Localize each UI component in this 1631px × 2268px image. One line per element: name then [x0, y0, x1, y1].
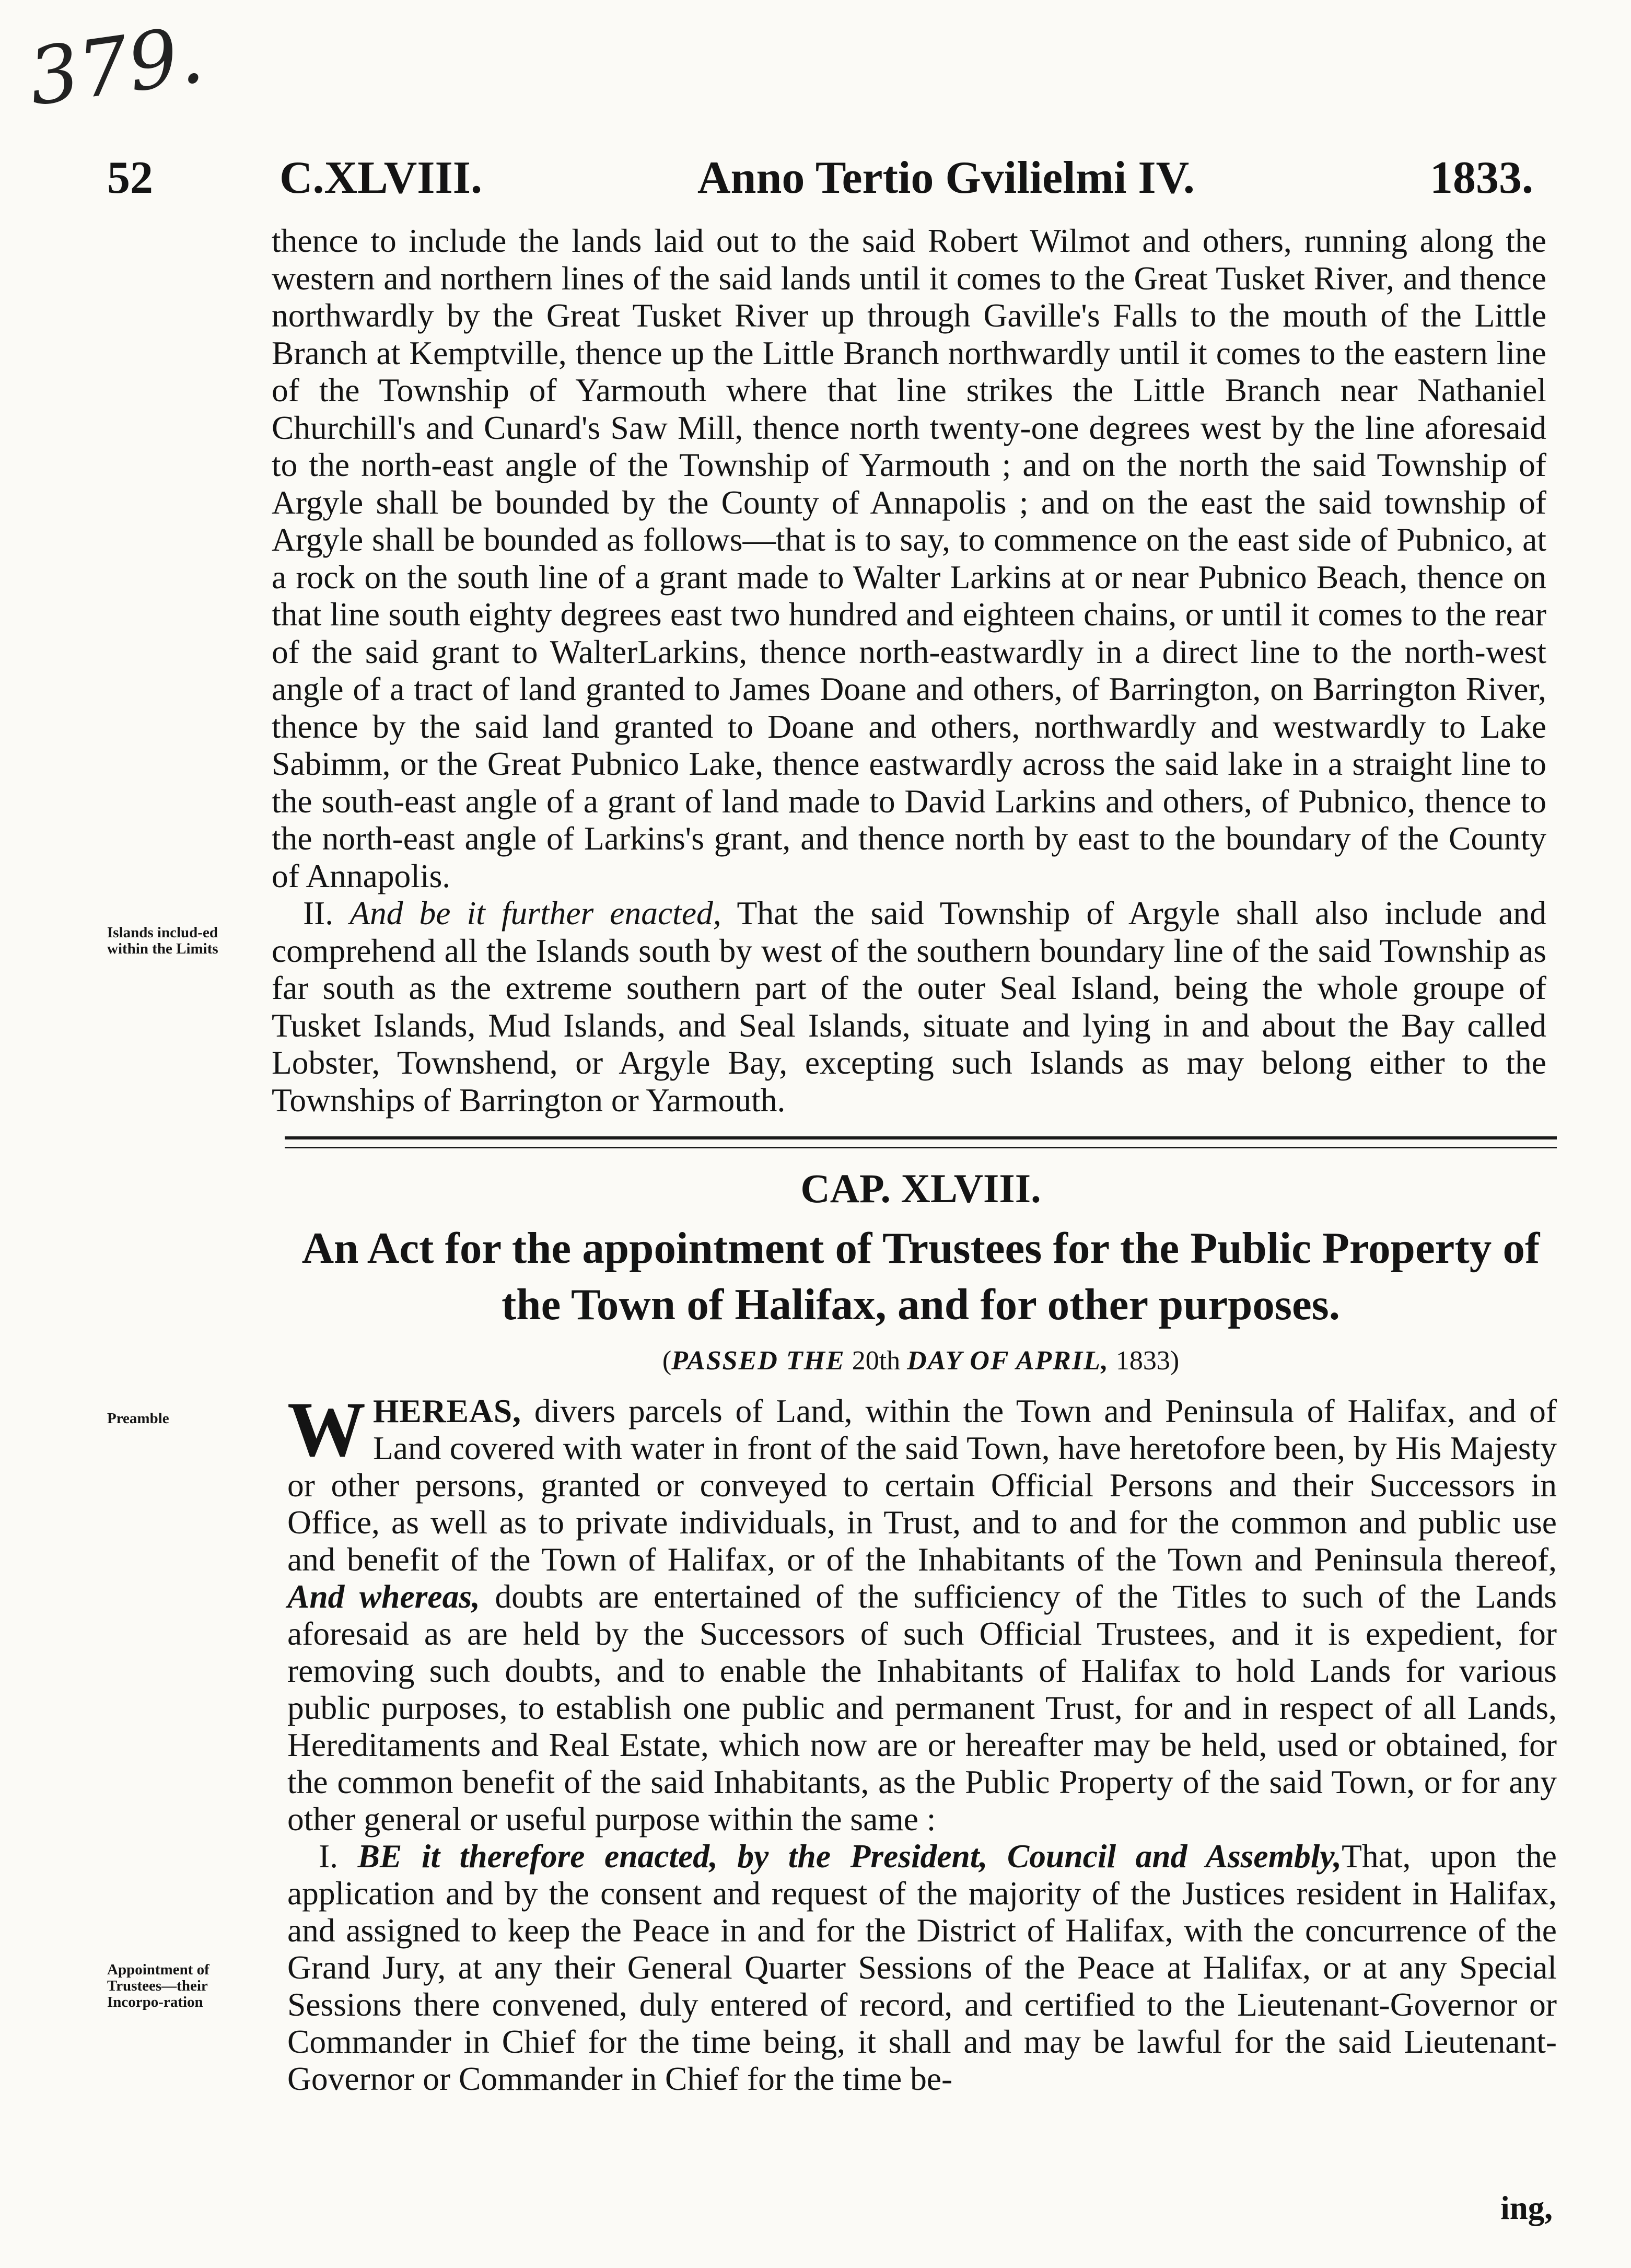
section-divider-rule: [285, 1136, 1557, 1148]
section-one-text: That, upon the application and by the consent and request of the majority of the Justices resident in Halifax, and assigned to keep the Peace in and for the District of Halifax, with the concurrence of the Grand Jury, at any their General Quarter Sessions of the Peace at Halifax, or at any Special Sessions there convened, duly entered of record, and certified to the Lieutenant-Governor or Commander in Chief for the time being, it shall and may be lawful for the said Lieutenant-Governor or Commander in Chief for the time be-: [287, 1837, 1557, 2097]
section-two-paragraph: [272, 894, 1546, 1119]
section-two-enacting-words: And be it further enacted,: [349, 894, 721, 932]
preamble-text-continued: doubts are entertained of the sufficiency of the Titles to such of the Lands aforesaid as are held by the Successors of such Official Trustees, and it is expedient, for removing such doubts, and to enable the Inhabitants of Halifax to hold Lands for various public purposes, to establish one public and permanent Trust, for and in respect of all Lands, Hereditaments and Real Estate, which now are or hereafter may be held, used or obtained, for the common benefit of the said Inhabitants, as the Public Property of the said Town, or for any other general or useful purpose within the same :: [287, 1578, 1557, 1837]
chapter-heading: CAP. XLVIII.: [800, 1166, 1041, 1211]
margin-note-islands: Islands includ-ed within the Limits: [107, 924, 218, 957]
running-title: Anno Tertio Gvilielmi IV.: [697, 153, 1195, 203]
section-one-enacting-clause: BE it therefore enacted, by the President, Council and Assembly,: [357, 1837, 1342, 1875]
header-year: 1833.: [1430, 153, 1533, 203]
passed-year: 1833): [1115, 1346, 1180, 1376]
section-two-text: That the said Township of Argyle shall also include and comprehend all the Islands south by west of the southern boundary line of the said Township as far south as the extreme southern part of the outer Seal Island, being the whole groupe of Tusket Islands, Mud Islands, and Seal Islands, situate and lying in and about the Bay called Lobster, Townshend, or Argyle Bay, excepting such Islands as may belong either to the Townships of Barrington or Yarmouth.: [272, 894, 1546, 1119]
passed-day: 20th: [852, 1346, 901, 1376]
passed-month: DAY OF APRIL,: [907, 1346, 1109, 1376]
previous-chapter-text: [272, 222, 1546, 1119]
running-header: [107, 152, 1533, 214]
section-two-number: II.: [303, 894, 334, 932]
chapter-number: C.XLVIII.: [279, 153, 483, 203]
preamble-whereas: And whereas,: [287, 1578, 480, 1615]
passed-date-line: [285, 1345, 1557, 1376]
boundary-paragraph: thence to include the lands laid out to the said Robert Wilmot and others, running along the western and northern lines of the said lands until it comes to the Great Tusket River, and thence northwardly by the Great Tusket River up through Gaville's Falls to the mouth of the Little Branch at Kemptville, thence up the Little Branch northwardly until it comes to the eastern line of the Township of Yarmouth where that line strikes the Little Branch near Nathaniel Churchill's and Cunard's Saw Mill, thence north twenty-one degrees west by the line aforesaid to the north-east angle of the Township of Yarmouth ; and on the north the said Township of Argyle shall be bounded by the County of Annapolis ; and on the east the said township of Argyle shall be bounded as follows—that is to say, to commence on the east side of Pubnico, at a rock on the south line of a grant made to Walter Larkins at or near Pubnico Beach, thence on that line south eighty degrees east two hundred and eighteen chains, or until it comes to the rear of the said grant to WalterLarkins, thence north-eastwardly in a direct line to the north-west angle of a tract of land granted to James Doane and others, of Barrington, on Barrington River, thence by the said land granted to Doane and others, northwardly and westwardly to Lake Sabimm, or the Great Pubnico Lake, thence eastwardly across the said lake in a straight line to the south-east angle of a grant of land made to David Larkins and others, of Pubnico, thence to the north-east angle of Larkins's grant, and thence north by east to the boundary of the County of Annapolis.: [272, 222, 1546, 894]
page-number: 52: [107, 153, 153, 203]
handwritten-folio-number: 379.: [23, 9, 209, 124]
preamble-text: divers parcels of Land, within the Town and Peninsula of Halifax, and of Land covered with water in front of the said Town, have heretofore been, by His Majesty or other persons, granted or conveyed to certain Official Persons and their Successors in Office, as well as to private individuals, in Trust, and to and for the common and public use and benefit of the Town of Halifax, or of the Inhabitants of the Town and Peninsula thereof,: [287, 1392, 1557, 1578]
margin-note-appointment: Appointment of Trustees—their Incorpo-ration: [107, 1961, 209, 2010]
section-one-number: I.: [319, 1837, 339, 1875]
catchword: ing,: [1500, 2190, 1553, 2226]
passed-label: PASSED THE: [671, 1346, 845, 1376]
preamble-paragraph: [287, 1386, 1557, 1837]
margin-note-preamble: Preamble: [107, 1410, 169, 1427]
drop-cap: W: [287, 1386, 366, 1473]
act-title: An Act for the appointment of Trustees for the Public Property of the Town of Halifax, and for other purposes.: [301, 1224, 1540, 1329]
passed-open-paren: (: [662, 1346, 672, 1376]
act-body: [287, 1386, 1557, 2097]
preamble-lead-word: HEREAS,: [373, 1392, 522, 1429]
section-one-paragraph: [287, 1837, 1557, 2097]
